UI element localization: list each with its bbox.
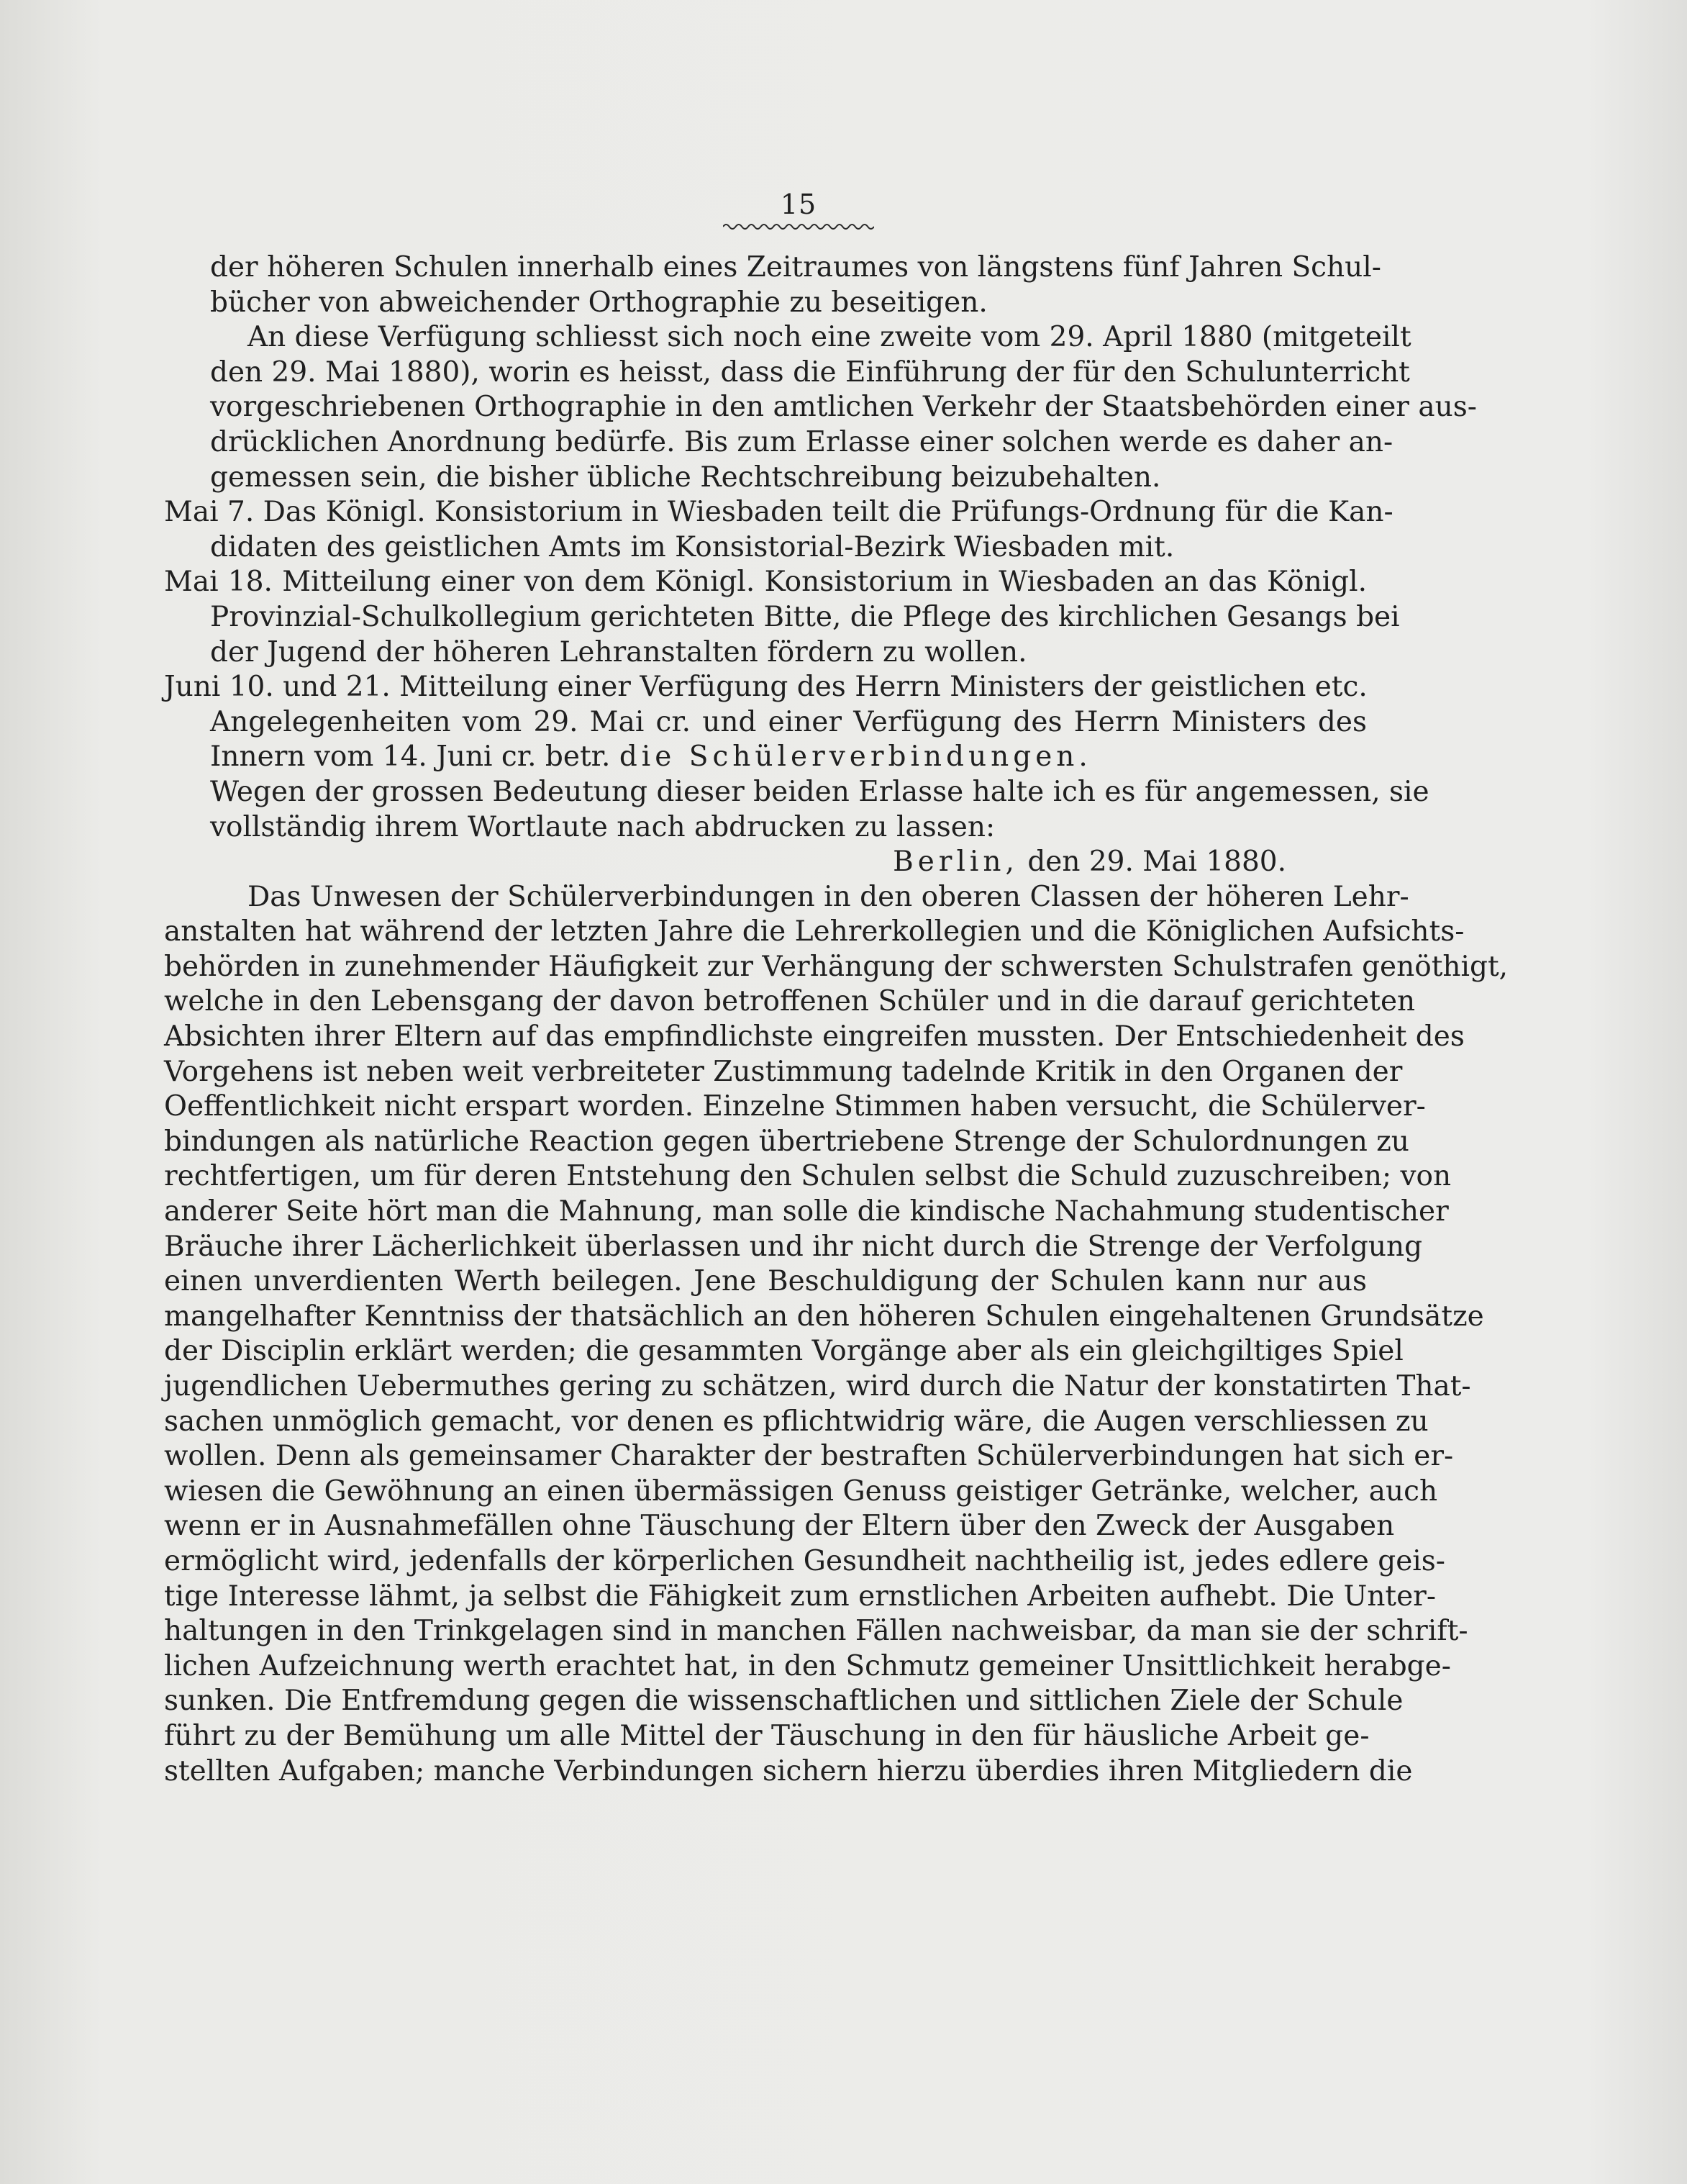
- text-line: Das Unwesen der Schülerverbindungen in den oberen Classen der höheren Lehr-: [247, 880, 1409, 913]
- text-line: haltungen in den Trinkgelagen sind in manchen Fällen nachweisbar, da man sie der schrift-: [164, 1615, 1468, 1648]
- text-line: den 29. Mai 1880), worin es heisst, dass die Einführung der für den Schulunterricht: [210, 355, 1410, 389]
- ornamental-rule: [723, 222, 874, 232]
- text-line: wollen. Denn als gemeinsamer Charakter der bestraften Schülerverbindungen hat sich er-: [164, 1440, 1454, 1473]
- text-line: der höheren Schulen innerhalb eines Zeitraumes von längstens fünf Jahren Schul-: [210, 251, 1381, 284]
- text-line: welche in den Lebensgang der davon betroffenen Schüler und in die darauf gerichteten: [164, 985, 1416, 1018]
- text-line: lichen Aufzeichnung werth erachtet hat, in den Schmutz gemeiner Unsittlichkeit herabge-: [164, 1649, 1451, 1682]
- text-line: bindungen als natürliche Reaction gegen übertriebene Strenge der Schulordnungen zu: [164, 1125, 1409, 1158]
- text-line: didaten des geistlichen Amts im Konsistorial-Bezirk Wiesbaden mit.: [210, 530, 1175, 563]
- text-line: tige Interesse lähmt, ja selbst die Fähigkeit zum ernstlichen Arbeiten aufhebt. Die Unter-: [164, 1580, 1437, 1613]
- text-line: ermöglicht wird, jedenfalls der körperlichen Gesundheit nachtheilig ist, jedes edlere geis-: [164, 1544, 1445, 1577]
- text-line: Mai 7. Das Königl. Konsistorium in Wiesbaden teilt die Prüfungs-Ordnung für die Kan-: [164, 496, 1393, 529]
- text-line: wenn er in Ausnahmefällen ohne Täuschung der Eltern über den Zweck der Ausgaben: [164, 1510, 1395, 1543]
- text-line: jugendlichen Uebermuthes gering zu schätzen, wird durch die Natur der konstatirten That-: [164, 1370, 1471, 1403]
- text-line: An diese Verfügung schliesst sich noch eine zweite vom 29. April 1880 (mitgeteilt: [247, 321, 1411, 354]
- text-line: bücher von abweichender Orthographie zu beseitigen.: [210, 286, 988, 319]
- emphasized-title: die Schülerverbindungen.: [619, 740, 1092, 774]
- text-line: wiesen die Gewöhnung an einen übermässigen Genuss geistiger Getränke, welcher, auch: [164, 1474, 1438, 1508]
- text-line: sachen unmöglich gemacht, vor denen es pflichtwidrig wäre, die Augen verschliessen zu: [164, 1405, 1429, 1438]
- text-line: sunken. Die Entfremdung gegen die wissenschaftlichen und sittlichen Ziele der Schule: [164, 1685, 1404, 1718]
- text-line: der Jugend der höheren Lehranstalten fördern zu wollen.: [210, 635, 1027, 669]
- text-line: gemessen sein, die bisher übliche Rechtschreibung beizubehalten.: [210, 461, 1161, 494]
- text-line: stellten Aufgaben; manche Verbindungen sichern hierzu überdies ihren Mitgliedern die: [164, 1754, 1413, 1787]
- text-line: Juni 10. und 21. Mitteilung einer Verfügung des Herrn Ministers der geistlichen etc.: [164, 671, 1368, 704]
- text-line: vorgeschriebenen Orthographie in den amtlichen Verkehr der Staatsbehörden einer aus-: [210, 391, 1477, 424]
- text-line: Vorgehens ist neben weit verbreiteter Zustimmung tadelnde Kritik in den Organen der: [164, 1055, 1403, 1088]
- text-line: vollständig ihrem Wortlaute nach abdrucken zu lassen:: [210, 810, 996, 843]
- page-number: 15: [780, 189, 817, 220]
- text-line: anstalten hat während der letzten Jahre die Lehrerkollegien und die Königlichen Aufsichts-: [164, 915, 1465, 948]
- text-line: behörden in zunehmender Häufigkeit zur Verhängung der schwersten Schulstrafen genöthigt,: [164, 950, 1509, 983]
- text-line: Mai 18. Mitteilung einer von dem Königl. Konsistorium in Wiesbaden an das Königl.: [164, 566, 1367, 599]
- text-line: Bräuche ihrer Lächerlichkeit überlassen und ihr nicht durch die Strenge der Verfolgung: [164, 1230, 1423, 1263]
- text-line: führt zu der Bemühung um alle Mittel der Täuschung in den für häusliche Arbeit ge-: [164, 1719, 1370, 1752]
- dateline-place: Berlin,: [893, 846, 1019, 879]
- text-line: Absichten ihrer Eltern auf das empfindlichste eingreifen mussten. Der Entschiedenheit des: [164, 1020, 1465, 1054]
- text-line: Provinzial-Schulkollegium gerichteten Bitte, die Pflege des kirchlichen Gesangs bei: [210, 600, 1400, 633]
- text-line: mangelhafter Kenntniss der thatsächlich an den höheren Schulen eingehaltenen Grundsätze: [164, 1300, 1484, 1333]
- text-line: [164, 1789, 1367, 1824]
- body-text: [164, 250, 1509, 1824]
- dateline: [164, 845, 1367, 880]
- dateline-date: den 29. Mai 1880.: [1027, 846, 1286, 879]
- text-line: [164, 740, 1367, 775]
- text-line: drücklichen Anordnung bedürfe. Bis zum Erlasse einer solchen werde es daher an-: [210, 425, 1393, 458]
- text-line: der Disciplin erklärt werden; die gesammten Vorgänge aber als ein gleichgiltiges Spiel: [164, 1335, 1404, 1368]
- text-line: Wegen der grossen Bedeutung dieser beiden Erlasse halte ich es für angemessen, sie: [210, 775, 1429, 808]
- text-line: Oeffentlichkeit nicht erspart worden. Einzelne Stimmen haben versucht, die Schülerver-: [164, 1090, 1426, 1123]
- page-header: [719, 189, 878, 232]
- text-line: rechtfertigen, um für deren Entstehung den Schulen selbst die Schuld zuzuschreiben; von: [164, 1160, 1452, 1193]
- text-line: Angelegenheiten vom 29. Mai cr. und einer Verfügung des Herrn Ministers des: [210, 705, 1367, 738]
- text-line: anderer Seite hört man die Mahnung, man solle die kindische Nachahmung studentischer: [164, 1195, 1449, 1228]
- text-line: einen unverdienten Werth beilegen. Jene Beschuldigung der Schulen kann nur aus: [164, 1265, 1367, 1298]
- text-fragment: Innern vom 14. Juni cr. betr.: [210, 740, 611, 774]
